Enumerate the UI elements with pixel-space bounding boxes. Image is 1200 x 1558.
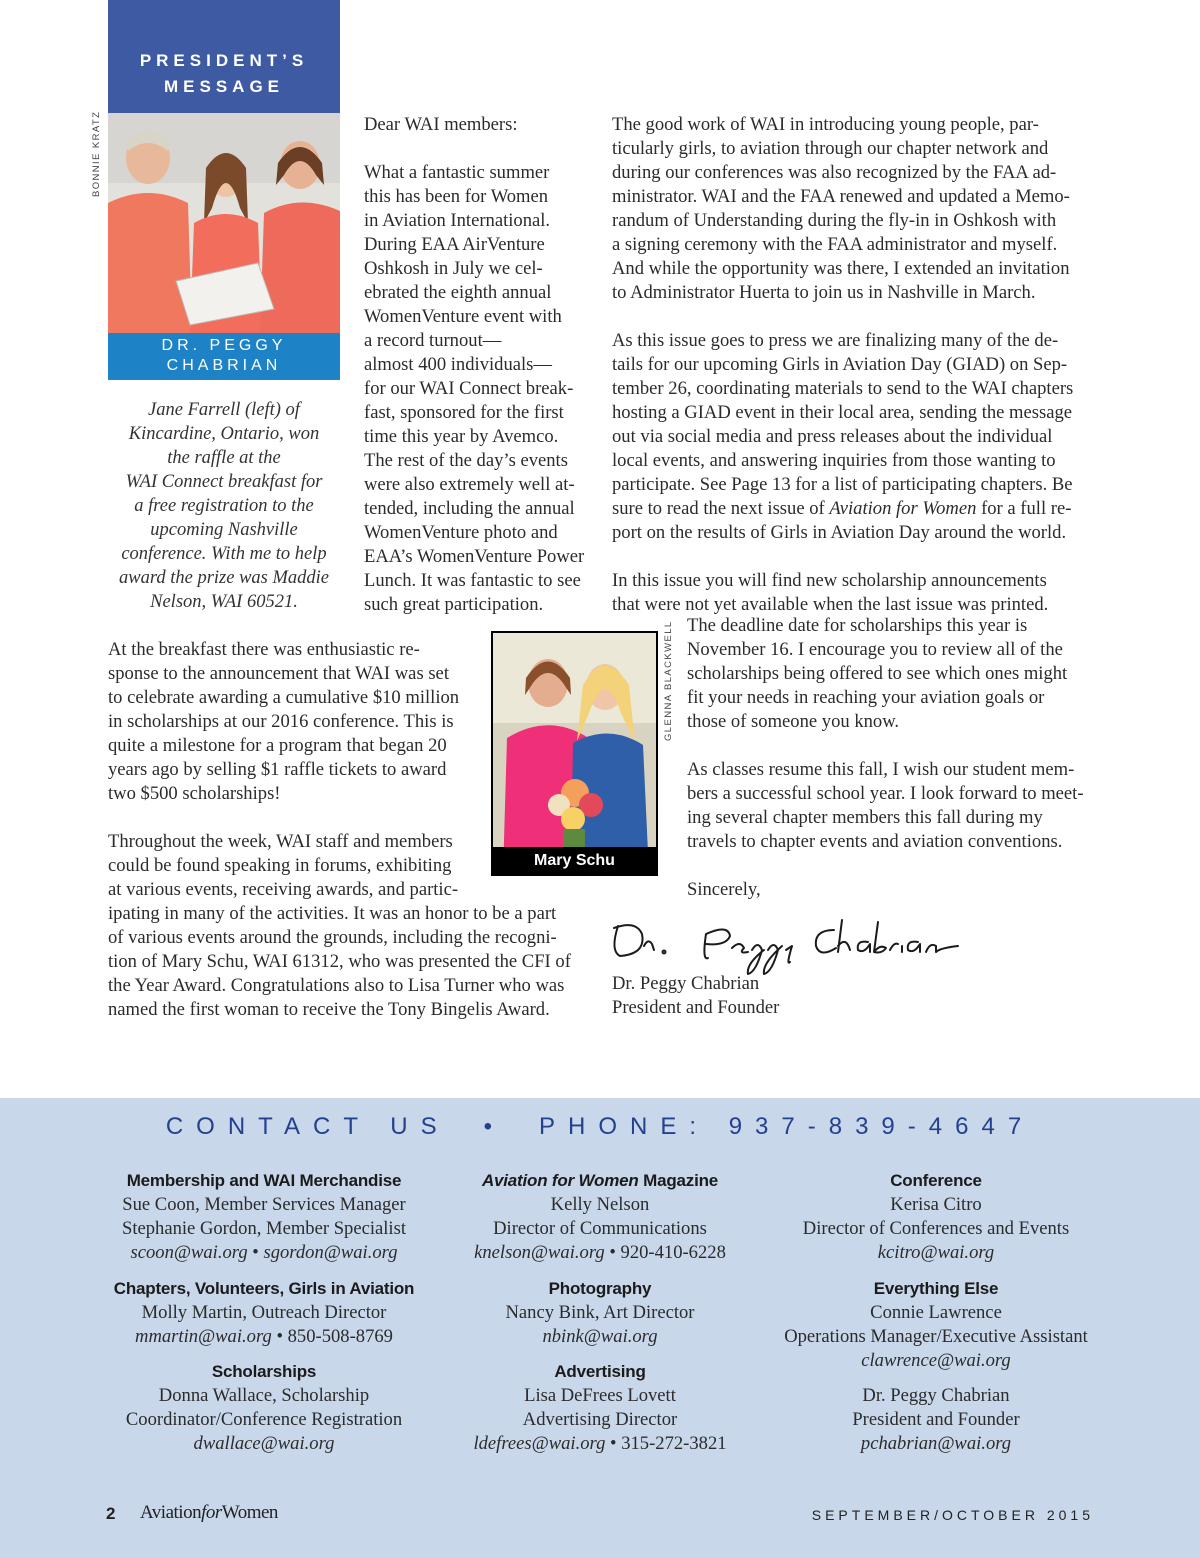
contact-group-title: Photography (548, 1279, 652, 1298)
section-title-line2: MESSAGE (163, 77, 285, 96)
letter-salutation: Dear WAI members: (364, 114, 518, 135)
photo-raffle-winners (108, 113, 340, 333)
letter-column-middle (364, 113, 596, 617)
contact-group-photography: Photography Nancy Bink, Art Director nbink@wai.org (430, 1277, 770, 1349)
email-link[interactable]: pchabrian@wai.org (860, 1433, 1012, 1454)
magazine-logo: AviationforWomen (140, 1502, 278, 1523)
letter-paragraph-faa: The good work of WAI in introducing young people, par- ticularly girls, to aviation through our chapter network and during our conferences was also recognized by the FAA ad- ministrator. WAI and the FAA renewed and updated a Memo- randum of Understanding during the fly-in in Oshkosh with a signing ceremony with the FAA administrator and myself. And while the opportunity was there, I extended an invitation to Administrator Huerta to join us in Nashville in March. (612, 114, 1070, 303)
letter-paragraph-week: Throughout the week, WAI staff and members could be found speaking in forums, exhibiting at various events, receiving awards, and partic- ipating in many of the activities. It was an honor to be a part of various events around the grounds, including the recogni- tion of Mary Schu, WAI 61312, who was presented the CFI of the Year Award. Congratulations also to Lisa Turner who was named the first woman to receive the Tony Bingelis Award. (108, 831, 571, 1020)
signature-name: Dr. Peggy Chabrian (612, 973, 760, 994)
letter-paragraph-giad: As this issue goes to press we are finalizing many of the de- tails for our upcoming Girls in Aviation Day (GIAD) on Sep- tember 26, coordinating materials to send to the WAI chapters hosting a GIAD event in their local area, sending the message out via social media and press releases about the individual local events, and answering inquiries from those wanting to participate. See Page 13 for a list of participating chapters. Be sure to read the next issue of Aviation for Women for a full re- port on the results of Girls in Aviation Day around the world. (612, 330, 1074, 543)
bullet-icon: • (610, 1433, 617, 1454)
caption-line: WAI Connect breakfast for (125, 472, 323, 492)
contact-group-advertising: Advertising Lisa DeFrees Lovett Advertising Director ldefrees@wai.org • 315-272-3821 (430, 1360, 770, 1456)
contact-group-title: Conference (890, 1171, 982, 1190)
contact-group-title: Membership and WAI Merchandise (126, 1171, 402, 1190)
email-link[interactable]: dwallace@wai.org (193, 1433, 335, 1454)
contact-group-membership: Membership and WAI Merchandise Sue Coon, Member Services Manager Stephanie Gordon, Member Specialist scoon@wai.org • sgordon@wai.org (94, 1169, 434, 1265)
caption-line: the raffle at the (167, 448, 281, 468)
bullet-icon: • (609, 1242, 616, 1263)
letter-paragraph-scholarships-cont: The deadline date for scholarships this year is November 16. I encourage you to review all of the scholarships being offered to see which ones might fit your needs in reaching your aviation goals or those of someone you know. (687, 615, 1068, 732)
contact-heading (0, 1113, 1200, 1141)
letter-paragraph-classes: As classes resume this fall, I wish our student mem- bers a successful school year. I look forward to meet- ing several chapter members this fall during my travels to chapter events and aviation conventions. (687, 759, 1084, 852)
contact-group-everything-else: Everything Else Connie Lawrence Operations Manager/Executive Assistant clawrence@wai.org (766, 1277, 1106, 1373)
contact-phone: PHONE: 937-839-4647 (539, 1113, 1035, 1140)
letter-paragraph-breakfast: At the breakfast there was enthusiastic re- sponse to the announcement that WAI was set to celebrate awarding a cumulative $10 million in scholarships at our 2016 conference. This is quite a milestone for a program that began 20 years ago by selling $1 raffle tickets to award two $500 scholarships! (108, 639, 460, 804)
contact-group-title: Chapters, Volunteers, Girls in Aviation (113, 1279, 415, 1298)
letter-column-right (612, 113, 1096, 617)
page-number: 2 (106, 1504, 116, 1523)
photo-mary-schu (491, 631, 658, 876)
photo-name-line1: DR. PEGGY (161, 337, 287, 354)
contact-group-chapters: Chapters, Volunteers, Girls in Aviation Molly Martin, Outreach Director mmartin@wai.org • 850-508-8769 (94, 1277, 434, 1349)
caption-line: conference. With me to help (121, 544, 327, 564)
email-link[interactable]: sgordon@wai.org (263, 1242, 398, 1263)
email-link[interactable]: kcitro@wai.org (877, 1242, 995, 1263)
signature-image (606, 906, 966, 978)
letter-closing: Sincerely, (687, 879, 761, 900)
email-link[interactable]: clawrence@wai.org (861, 1350, 1011, 1371)
contact-group-magazine: Aviation for Women Magazine Kelly Nelson Director of Communications knelson@wai.org • 920-410-6228 (430, 1169, 770, 1265)
signature-block (612, 972, 779, 1020)
phone-number: 920-410-6228 (620, 1242, 726, 1263)
photo-raffle-winners-image (108, 113, 340, 333)
contact-group-title: Advertising (554, 1362, 646, 1381)
caption-line: Nelson, WAI 60521. (150, 592, 298, 612)
email-link[interactable]: mmartin@wai.org (135, 1326, 272, 1347)
letter-column-right-tail (687, 614, 1097, 902)
email-link[interactable]: ldefrees@wai.org (473, 1433, 606, 1454)
caption-line: a free registration to the (134, 496, 314, 516)
bullet-icon: • (252, 1242, 259, 1263)
letter-paragraph-scholarships: In this issue you will find new scholarship announcements that were not yet available when the last issue was printed. (612, 570, 1049, 615)
section-title-line1: PRESIDENT’S (139, 51, 309, 70)
photo-mary-schu-image (493, 633, 656, 874)
photo-name-band (108, 333, 340, 380)
magazine-title-ref: Aviation for Women (829, 498, 977, 519)
bullet-icon: • (276, 1326, 283, 1347)
phone-number: 850-508-8769 (287, 1326, 393, 1347)
contact-group-title: Scholarships (211, 1362, 317, 1381)
signature-title: President and Founder (612, 997, 780, 1018)
contact-group-title: Aviation for Women Magazine (481, 1171, 719, 1190)
email-link[interactable]: nbink@wai.org (542, 1326, 658, 1347)
photo-name-line2: CHABRIAN (166, 357, 282, 374)
photo-label-mary-schu: Mary Schu (534, 852, 615, 869)
section-title (108, 48, 340, 100)
caption-line: upcoming Nashville (150, 520, 298, 540)
contact-group-conference: Conference Kerisa Citro Director of Conferences and Events kcitro@wai.org (766, 1169, 1106, 1265)
bullet-icon: • (483, 1113, 506, 1140)
contact-heading-label: CONTACT US (165, 1113, 450, 1140)
email-link[interactable]: scoon@wai.org (130, 1242, 248, 1263)
contact-group-scholarships: Scholarships Donna Wallace, Scholarship Coordinator/Conference Registration dwallace@wai.org (94, 1360, 434, 1456)
letter-paragraph-summer: What a fantastic summer this has been for Women in Aviation International. During EAA AirVenture Oshkosh in July we cel- ebrated the eighth annual WomenVenture event with a record turnout— almost 400 individuals— for our WAI Connect break- fast, sponsored for the first time this year by Avemco. The rest of the day’s events were also extremely well at- tended, including the annual WomenVenture photo and EAA’s WomenVenture Power Lunch. It was fantastic to see such great participation. (364, 162, 585, 615)
contact-group-president: Dr. Peggy Chabrian President and Founder pchabrian@wai.org (766, 1384, 1106, 1456)
photo-credit-raffle: BONNIE KRATZ (91, 110, 102, 197)
caption-line: award the prize was Maddie (118, 568, 329, 588)
phone-number: 315-272-3821 (621, 1433, 727, 1454)
email-link[interactable]: knelson@wai.org (474, 1242, 605, 1263)
photo-credit-mary-schu: GLENNA BLACKWELL (663, 620, 674, 741)
caption-line: Jane Farrell (left) of (148, 400, 300, 420)
photo-caption-raffle (108, 398, 340, 614)
caption-line: Kincardine, Ontario, won (128, 424, 320, 444)
contact-group-title: Everything Else (873, 1279, 999, 1298)
issue-date: SEPTEMBER/OCTOBER 2015 (811, 1507, 1094, 1523)
